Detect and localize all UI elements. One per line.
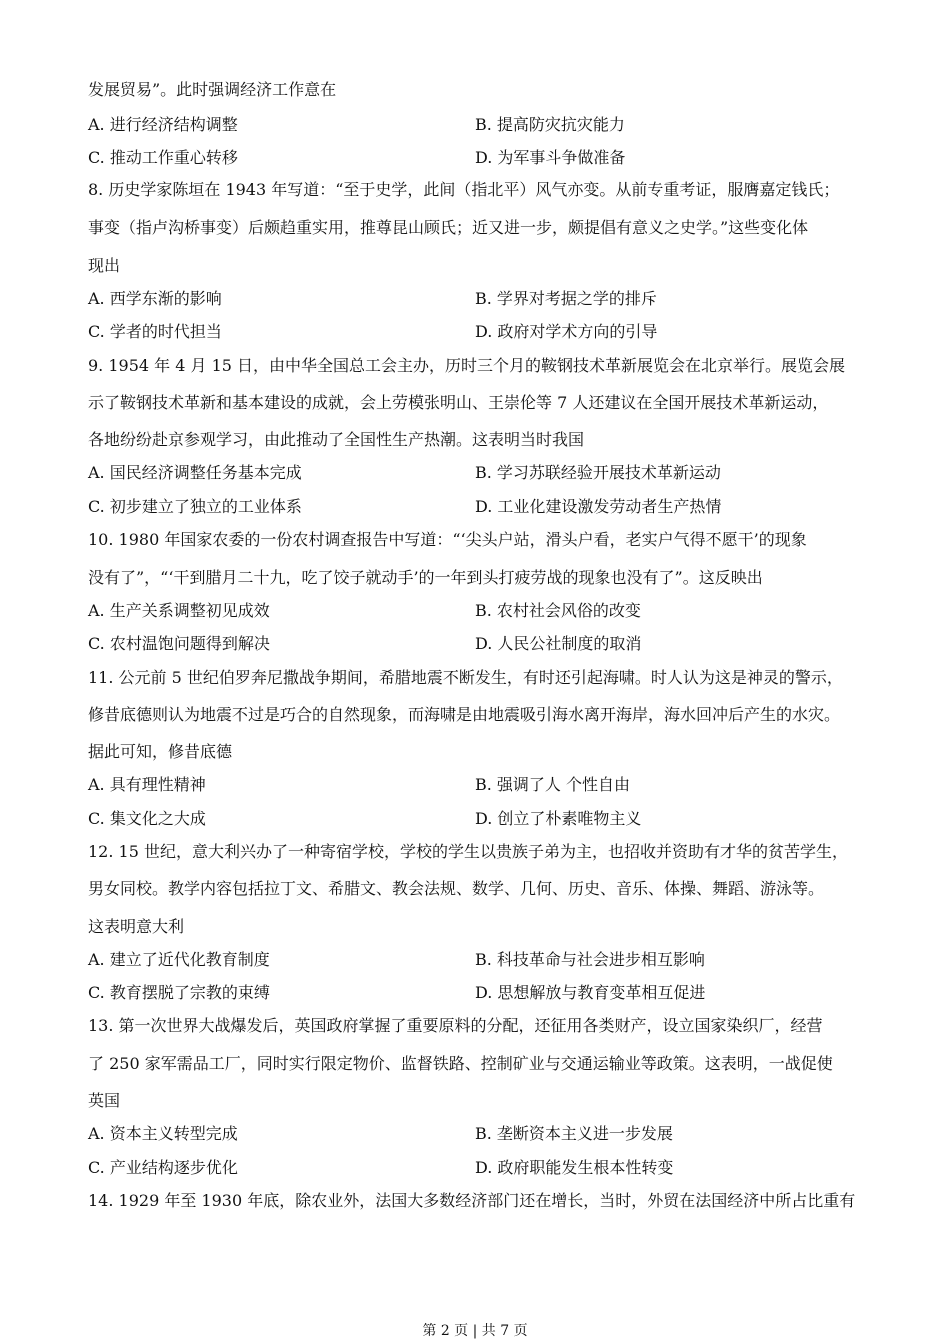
question-10-line-1: 10. 1980 年国家农委的一份农村调查报告中写道：“‘尖头户站，滑头户看，老实户气得不愿干’的现象 xyxy=(88,530,807,549)
question-8-line-1: 8. 历史学家陈垣在 1943 年写道：“至于史学，此间（指北平）风气亦变。从前专重考证，服膺嘉定钱氏； xyxy=(88,180,840,199)
question-8-option-a: A. 西学东渐的影响 xyxy=(88,289,222,308)
question-12-line-2: 男女同校。教学内容包括拉丁文、希腊文、教会法规、数学、几何、历史、音乐、体操、舞蹈、游泳等。 xyxy=(88,879,825,898)
question-13-line-1: 13. 第一次世界大战爆发后，英国政府掌握了重要原料的分配，还征用各类财产，设立国家染织厂，经营 xyxy=(88,1016,823,1035)
question-8-line-2: 事变（指卢沟桥事变）后颇趋重实用，推尊昆山顾氏；近又进一步，颇提倡有意义之史学。”这些变化体 xyxy=(88,218,809,237)
question-12-option-d: D. 思想解放与教育变革相互促进 xyxy=(475,983,706,1002)
question-10-option-b: B. 农村社会风俗的改变 xyxy=(475,601,641,620)
question-13-option-c: C. 产业结构逐步优化 xyxy=(88,1158,238,1177)
question-9-line-3: 各地纷纷赴京参观学习，由此推动了全国性生产热潮。这表明当时我国 xyxy=(88,430,585,449)
question-11-option-a: A. 具有理性精神 xyxy=(88,775,206,794)
question-8-option-c: C. 学者的时代担当 xyxy=(88,322,222,341)
question-12-line-3: 这表明意大利 xyxy=(88,917,185,936)
question-11-line-3: 据此可知，修昔底德 xyxy=(88,742,233,761)
question-7-option-a: A. 进行经济结构调整 xyxy=(88,115,238,134)
question-9-option-d: D. 工业化建设激发劳动者生产热情 xyxy=(475,497,722,516)
question-9-option-c: C. 初步建立了独立的工业体系 xyxy=(88,497,302,516)
page-footer: 第 2 页 | 共 7 页 xyxy=(422,1323,528,1339)
question-7-option-c: C. 推动工作重心转移 xyxy=(88,148,238,167)
question-12-line-1: 12. 15 世纪，意大利兴办了一种寄宿学校，学校的学生以贵族子弟为主，也招收并资助有才华的贫苦学生， xyxy=(88,842,848,861)
question-7-option-b: B. 提高防灾抗灾能力 xyxy=(475,115,625,134)
question-11-line-1: 11. 公元前 5 世纪伯罗奔尼撒战争期间，希腊地震不断发生，有时还引起海啸。时人认为这是神灵的警示， xyxy=(88,668,843,687)
question-11-option-c: C. 集文化之大成 xyxy=(88,809,206,828)
question-12-option-a: A. 建立了近代化教育制度 xyxy=(88,950,270,969)
question-8-option-b: B. 学界对考据之学的排斥 xyxy=(475,289,657,308)
question-7-stem-tail: 发展贸易”。此时强调经济工作意在 xyxy=(88,80,337,99)
question-13-option-a: A. 资本主义转型完成 xyxy=(88,1124,238,1143)
question-13-line-2: 了 250 家军需品工厂，同时实行限定物价、监督铁路、控制矿业与交通运输业等政策。这表明，一战促使 xyxy=(88,1054,833,1073)
question-13-line-3: 英国 xyxy=(88,1091,121,1110)
question-8-line-3: 现出 xyxy=(88,256,121,275)
question-12-option-c: C. 教育摆脱了宗教的束缚 xyxy=(88,983,270,1002)
question-13-option-b: B. 垄断资本主义进一步发展 xyxy=(475,1124,673,1143)
question-9-line-1: 9. 1954 年 4 月 15 日，由中华全国总工会主办，历时三个月的鞍钢技术革新展览会在北京举行。展览会展 xyxy=(88,356,846,375)
question-10-line-2: 没有了”，“‘干到腊月二十九，吃了饺子就动手’的一年到头打疲劳战的现象也没有了”。这反映出 xyxy=(88,568,763,587)
question-13-option-d: D. 政府职能发生根本性转变 xyxy=(475,1158,674,1177)
question-11-line-2: 修昔底德则认为地震不过是巧合的自然现象，而海啸是由地震吸引海水离开海岸，海水回冲后产生的水灾。 xyxy=(88,705,841,724)
question-11-option-b: B. 强调了人 个性自由 xyxy=(475,775,631,794)
question-9-option-b: B. 学习苏联经验开展技术革新运动 xyxy=(475,463,721,482)
question-14-line-1: 14. 1929 年至 1930 年底，除农业外，法国大多数经济部门还在增长，当时，外贸在法国经济中所占比重有 xyxy=(88,1191,856,1210)
question-8-option-d: D. 政府对学术方向的引导 xyxy=(475,322,658,341)
question-10-option-d: D. 人民公社制度的取消 xyxy=(475,634,642,653)
question-10-option-c: C. 农村温饱问题得到解决 xyxy=(88,634,270,653)
question-12-option-b: B. 科技革命与社会进步相互影响 xyxy=(475,950,705,969)
question-10-option-a: A. 生产关系调整初见成效 xyxy=(88,601,270,620)
question-9-line-2: 示了鞍钢技术革新和基本建设的成就，会上劳模张明山、王崇伦等 7 人还建议在全国开展技术革新运动， xyxy=(88,393,829,412)
question-11-option-d: D. 创立了朴素唯物主义 xyxy=(475,809,642,828)
question-9-option-a: A. 国民经济调整任务基本完成 xyxy=(88,463,302,482)
question-7-option-d: D. 为军事斗争做准备 xyxy=(475,148,626,167)
